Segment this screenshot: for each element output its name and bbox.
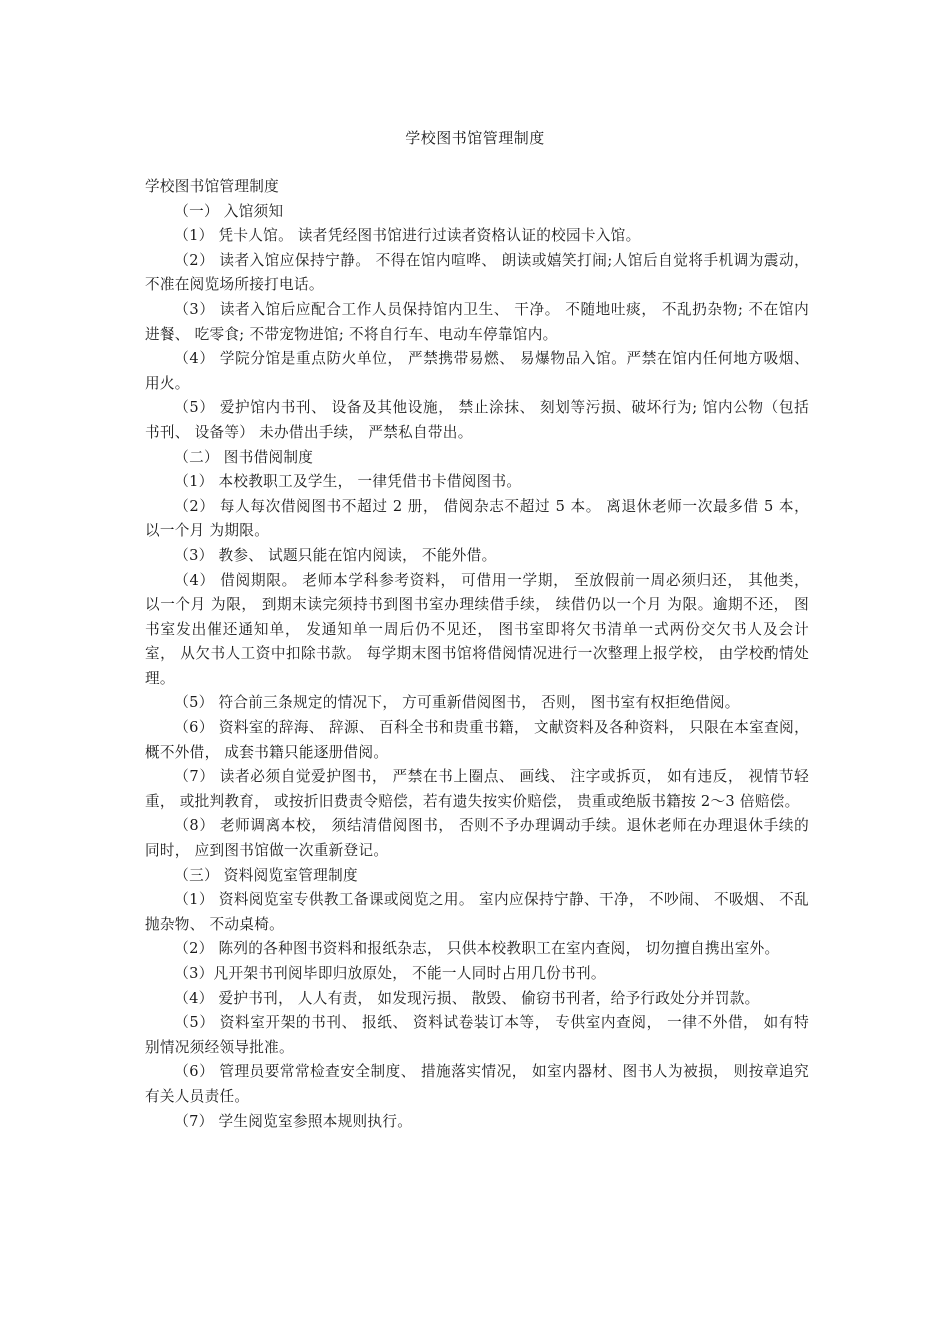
- paragraph: （3）凡开架书刊阅毕即归放原处， 不能一人同时占用几份书刊。: [174, 965, 606, 982]
- section-heading: （二） 图书借阅制度: [174, 448, 314, 466]
- paragraph: 学校图书馆管理制度: [145, 178, 280, 195]
- paragraph: （2） 陈列的各种图书资料和报纸杂志， 只供本校教职工在室内查阅， 切勿擅自携出室外。: [174, 940, 780, 958]
- section-heading: （三） 资料阅览室管理制度: [174, 866, 358, 884]
- paragraph: （4） 学院分馆是重点防火单位， 严禁携带易燃、 易爆物品入馆。严禁在馆内任何地方吸烟、 用火。: [145, 350, 809, 392]
- document-body: [145, 175, 809, 1134]
- paragraph: （3） 教参、 试题只能在馆内阅读， 不能外借。: [174, 546, 497, 564]
- paragraph: （2） 读者入馆应保持宁静。 不得在馆内喧哗、 朗读或嬉笑打闹;人馆后自觉将手机调为震动， 不准在阅览场所接打电话。: [145, 251, 809, 294]
- paragraph: （6） 资料室的辞海、 辞源、 百科全书和贵重书籍， 文献资料及各种资料， 只限在本室查阅， 概不外借， 成套书籍只能逐册借阅。: [145, 719, 809, 761]
- paragraph: （5） 资料室开架的书刊、 报纸、 资料试卷装订本等， 专供室内查阅， 一律不外借， 如有特别情况须经领导批准。: [145, 1014, 809, 1056]
- paragraph: （8） 老师调离本校， 须结清借阅图书， 否则不予办理调动手续。退休老师在办理退休手续的同时， 应到图书馆做一次重新登记。: [145, 817, 809, 860]
- paragraph: （1） 资料阅览室专供教工备课或阅览之用。 室内应保持宁静、干净， 不吵闹、 不吸烟、 不乱抛杂物、 不动桌椅。: [145, 891, 809, 933]
- paragraph: （3） 读者入馆后应配合工作人员保持馆内卫生、 干净。 不随地吐痰， 不乱扔杂物; 不在馆内进餐、 吃零食; 不带宠物进馆; 不将自行车、电动车停靠馆内。: [145, 300, 809, 343]
- paragraph: （1） 凭卡人馆。 读者凭经图书馆进行过读者资格认证的校园卡入馆。: [174, 227, 641, 245]
- paragraph: （7） 学生阅览室参照本规则执行。: [174, 1112, 413, 1130]
- paragraph: （1） 本校教职工及学生， 一律凭借书卡借阅图书。: [174, 473, 522, 491]
- paragraph: （2） 每人每次借阅图书不超过 2 册， 借阅杂志不超过 5 本。 离退休老师一次最多借 5 本， 以一个月 为期限。: [145, 497, 809, 540]
- document-title: 学校图书馆管理制度: [405, 129, 545, 147]
- paragraph: （4） 借阅期限。 老师本学科参考资料， 可借用一学期， 至放假前一周必须归还， 其他类， 以一个月 为限， 到期末读完须持书到图书室办理续借手续， 续借仍以一个月 为限。逾期不还， 图书室发出催还通知单， 发通知单一周后仍不见还， 图书室即将欠书清单一式两份交欠书人及会计室， 从欠书人工资中扣除书款。 每学期末图书馆将借阅情况进行一次整理上报学校， 由学校酌情处理。: [145, 571, 809, 687]
- paragraph: （5） 符合前三条规定的情况下， 方可重新借阅图书， 否则， 图书室有权拒绝借阅。: [174, 694, 740, 712]
- section-heading: （一） 入馆须知: [174, 202, 284, 220]
- paragraph: （5） 爱护馆内书刊、 设备及其他设施， 禁止涂抹、 刻划等污损、破坏行为; 馆内公物（包括书刊、 设备等） 未办借出手续， 严禁私自带出。: [145, 399, 809, 441]
- paragraph: （6） 管理员要常常检查安全制度、 措施落实情况， 如室内器材、图书人为被损， 则按章追究有关人员责任。: [145, 1063, 809, 1105]
- paragraph: （4） 爱护书刊， 人人有责， 如发现污损、 散毁、 偷窃书刊者，给予行政处分并罚款。: [174, 989, 760, 1007]
- paragraph: （7） 读者必须自觉爱护图书， 严禁在书上圈点、 画线、 注字或拆页， 如有违反， 视情节轻重， 或批判教育， 或按折旧费责令赔偿，若有遗失按实价赔偿， 贵重或绝版书籍按 2～3 倍赔偿。: [145, 768, 809, 810]
